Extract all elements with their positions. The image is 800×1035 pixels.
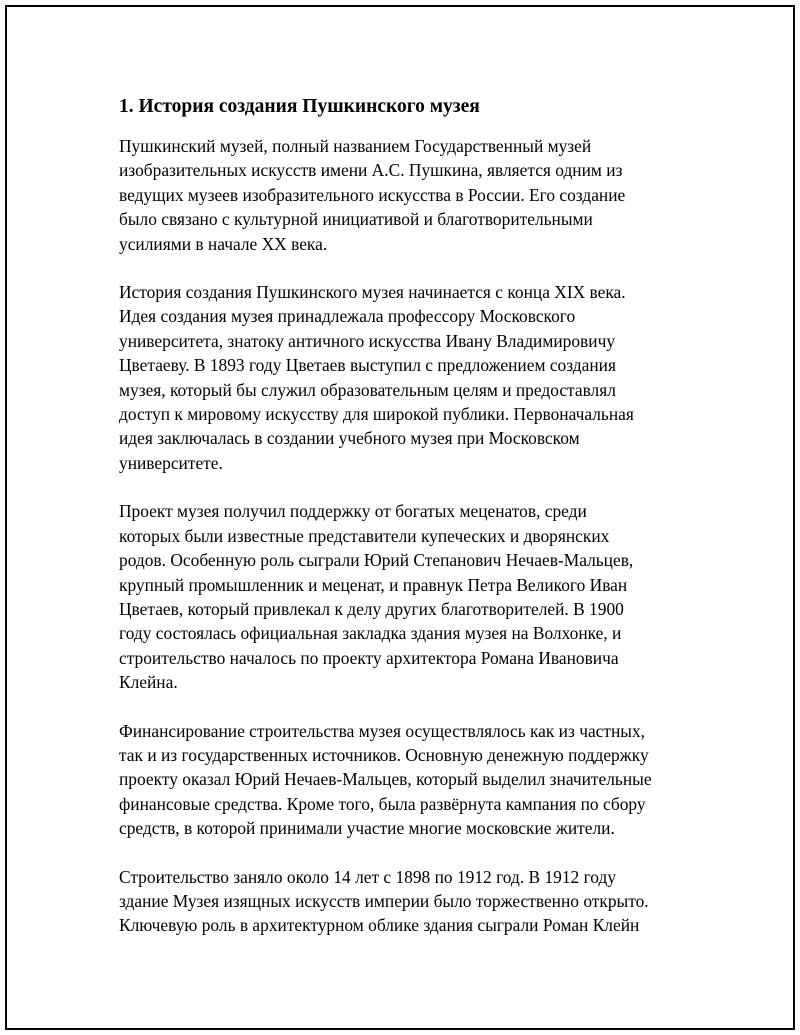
text-line: усилиями в начале XX века. bbox=[119, 233, 328, 254]
text-line: университета, знатоку античного искусства Ивану Владимировичу bbox=[119, 330, 616, 351]
text-line: ведущих музеев изобразительного искусства в России. Его создание bbox=[119, 184, 626, 205]
text-line: Проект музея получил поддержку от богатых меценатов, среди bbox=[119, 501, 587, 522]
text-line: Клейна. bbox=[119, 672, 178, 693]
paragraph-3 bbox=[119, 499, 699, 694]
paragraph-5 bbox=[119, 865, 699, 938]
paragraph-2 bbox=[119, 280, 699, 475]
text-line: средств, в которой принимали участие многие московские жители. bbox=[119, 818, 615, 839]
text-line: строительство началось по проекту архитектора Романа Ивановича bbox=[119, 647, 619, 668]
text-line: проекту оказал Юрий Нечаев-Мальцев, который выделил значительные bbox=[119, 769, 652, 790]
text-line: Строительство заняло около 14 лет с 1898 по 1912 год. В 1912 году bbox=[119, 866, 617, 887]
text-line: Ключевую роль в архитектурном облике здания сыграли Роман Клейн bbox=[119, 915, 640, 936]
text-line: было связано с культурной инициативой и благотворительными bbox=[119, 209, 593, 230]
paragraph-4 bbox=[119, 719, 699, 841]
text-line: году состоялась официальная закладка здания музея на Волхонке, и bbox=[119, 623, 622, 644]
text-line: музея, который бы служил образовательным целям и предоставлял bbox=[119, 379, 616, 400]
text-line: крупный промышленник и меценат, и правнук Петра Великого Иван bbox=[119, 574, 628, 595]
text-line: Финансирование строительства музея осуществлялось как из частных, bbox=[119, 720, 646, 741]
document-body bbox=[119, 94, 699, 938]
text-line: Цветаев, который привлекал к делу других благотворителей. В 1900 bbox=[119, 598, 624, 619]
text-line: здание Музея изящных искусств империи было торжественно открыто. bbox=[119, 890, 649, 911]
text-line: Пушкинский музей, полный названием Государственный музей bbox=[119, 136, 592, 156]
text-line: университете. bbox=[119, 452, 223, 473]
paragraph-1 bbox=[119, 134, 699, 256]
text-line: финансовые средства. Кроме того, была развёрнута кампания по сбору bbox=[119, 793, 646, 814]
text-line: которых были известные представители купеческих и дворянских bbox=[119, 525, 610, 546]
text-line: доступ к мировому искусству для широкой публики. Первоначальная bbox=[119, 404, 634, 425]
text-line: идея заключалась в создании учебного музея при Московском bbox=[119, 428, 580, 449]
text-line: родов. Особенную роль сыграли Юрий Степанович Нечаев-Мальцев, bbox=[119, 550, 634, 571]
text-line: изобразительных искусств имени А.С. Пушкина, является одним из bbox=[119, 160, 623, 181]
text-line: так и из государственных источников. Основную денежную поддержку bbox=[119, 744, 649, 765]
text-line: Цветаеву. В 1893 году Цветаев выступил с предложением создания bbox=[119, 355, 616, 376]
section-heading: 1. История создания Пушкинского музея bbox=[119, 96, 480, 117]
text-line: Идея создания музея принадлежала профессору Московского bbox=[119, 306, 576, 327]
page-frame bbox=[5, 5, 795, 1030]
text-line: История создания Пушкинского музея начинается с конца XIX века. bbox=[119, 282, 626, 303]
